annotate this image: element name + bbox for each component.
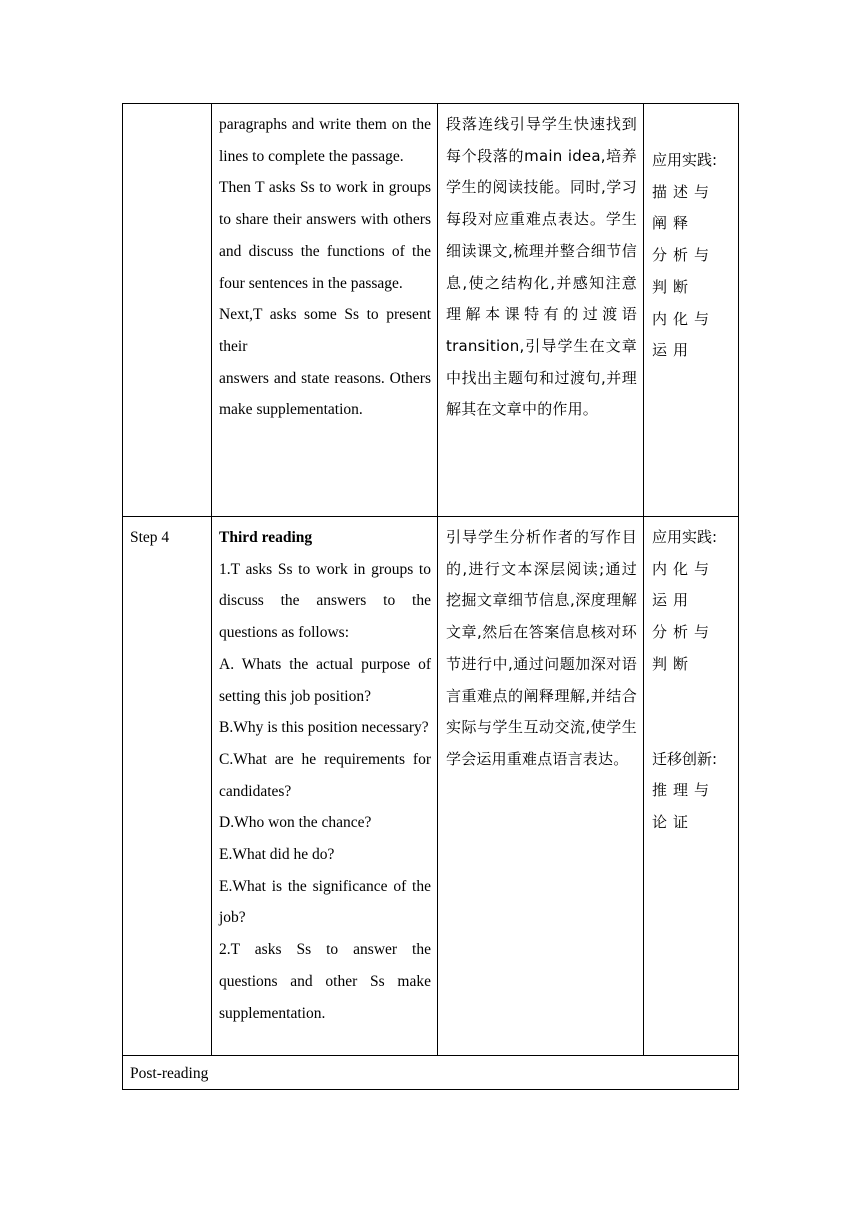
purpose-text: 引导学生分析作者的写作目的,进行文本深层阅读;通过挖掘文章细节信息,深度理解文章,然后在答案信息核对环节进行中,通过问题加深对语言重难点的阐释理解,并结合实际与学生互动交流,使学生学会运用重难点语言表达。 [446, 528, 637, 768]
competency-item: 分析与判断 [652, 246, 716, 296]
activity-text: answers and state reasons. Others make supplementation. [219, 369, 431, 419]
competency-item: 迁移创新: [652, 749, 718, 768]
competency-item: 应用实践: [652, 528, 718, 546]
competency-cell [644, 517, 739, 1056]
section-label: Post-reading [130, 1065, 209, 1082]
step-cell [123, 104, 212, 517]
purpose-text: 段落连线引导学生快速找到每个段落的main idea,培养学生的阅读技能。同时,学习每段对应重难点表达。学生细读课文,梳理并整合细节信息,使之结构化,并感知注意理解本课特有的过渡语transition,引导学生在文章中找出主题句和过渡句,并理解其在文章中的作用。 [446, 115, 637, 419]
step-label [123, 104, 211, 109]
lesson-plan-table [122, 103, 739, 1090]
activity-text: A. Whats the actual purpose of setting this job position? [219, 655, 431, 705]
activity-text: D.Who won the chance? [219, 814, 372, 832]
table-row [123, 104, 739, 517]
activity-text: C.What are he requirements for candidates? [219, 750, 431, 800]
activity-text: E.What did he do? [219, 846, 335, 864]
section-heading: Third reading [219, 529, 313, 546]
activity-text: Then T asks Ss to work in groups to share their answers with others and discuss the functions of the four sentences in the passage. [219, 179, 431, 292]
purpose-cell [438, 104, 644, 517]
activity-text: paragraphs and write them on the lines to complete the passage. [219, 116, 431, 165]
activity-cell [212, 104, 438, 517]
competency-item: 内化与运用 [652, 309, 716, 360]
table-row [123, 517, 739, 1056]
purpose-cell [438, 517, 644, 1056]
step-cell [123, 517, 212, 1056]
competency-item: 推理与论证 [652, 781, 716, 831]
section-cell [123, 1056, 739, 1090]
competency-cell [644, 104, 739, 517]
activity-text: B.Why is this position necessary? [219, 719, 429, 737]
activity-text: E.What is the significance of the job? [219, 877, 431, 927]
activity-text: 1.T asks Ss to work in groups to discuss the answers to the questions as follows: [219, 560, 431, 642]
competency-item: 应用实践: [652, 151, 718, 169]
competency-item: 分析与判断 [652, 623, 716, 673]
step-label: Step 4 [130, 529, 170, 546]
activity-text: Next,T asks some Ss to present their [219, 306, 431, 355]
competency-item: 描述与阐释 [652, 182, 716, 233]
table-row [123, 1056, 739, 1090]
activity-cell [212, 517, 438, 1056]
competency-item: 内化与运用 [652, 559, 716, 610]
activity-text: 2.T asks Ss to answer the questions and other Ss make supplementation. [219, 941, 431, 1022]
